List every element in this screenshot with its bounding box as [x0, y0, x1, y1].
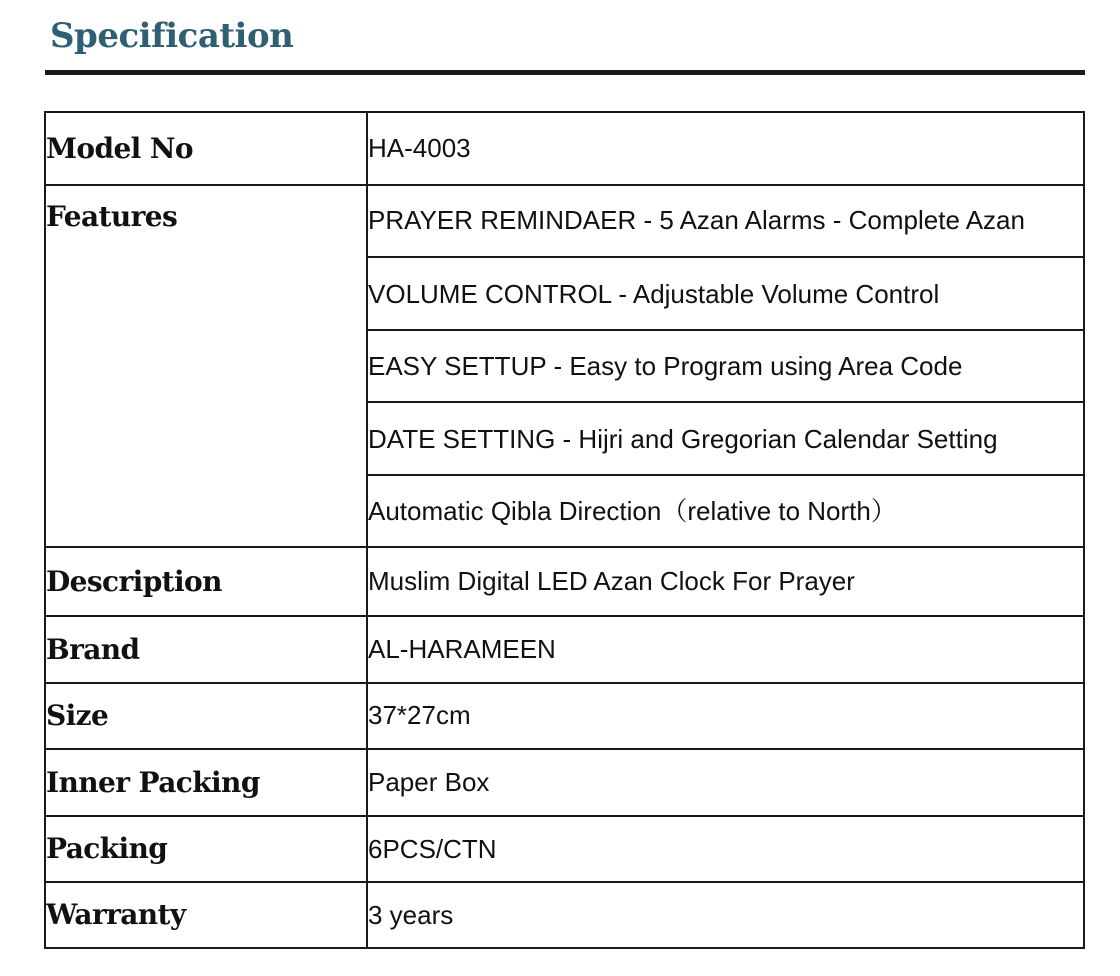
feature-item-4: DATE SETTING - Hijri and Gregorian Calendar Setting: [367, 402, 1084, 475]
row-label-size: Size: [45, 683, 367, 749]
table-row-packing: [45, 816, 1084, 882]
page-title: Specification: [50, 16, 294, 56]
table-row-brand: [45, 616, 1084, 683]
row-label-inner-packing: Inner Packing: [45, 749, 367, 816]
table-row-inner-packing: [45, 749, 1084, 816]
feature-item-2: VOLUME CONTROL - Adjustable Volume Control: [367, 257, 1084, 330]
feature-item-1: PRAYER REMINDAER - 5 Azan Alarms - Complete Azan: [367, 185, 1084, 257]
row-label-features: Features: [45, 185, 367, 547]
row-label-model: Model No: [45, 112, 367, 185]
row-value-warranty: 3 years: [367, 882, 1084, 948]
table-row-model: [45, 112, 1084, 185]
row-value-model: HA-4003: [367, 112, 1084, 185]
title-divider: [45, 70, 1085, 75]
row-label-brand: Brand: [45, 616, 367, 683]
row-value-description: Muslim Digital LED Azan Clock For Prayer: [367, 547, 1084, 615]
row-value-inner-packing: Paper Box: [367, 749, 1084, 816]
row-value-brand: AL-HARAMEEN: [367, 616, 1084, 683]
row-label-description: Description: [45, 547, 367, 615]
row-label-warranty: Warranty: [45, 882, 367, 948]
row-value-packing: 6PCS/CTN: [367, 816, 1084, 882]
table-row-features: [45, 185, 1084, 257]
feature-item-3: EASY SETTUP - Easy to Program using Area Code: [367, 330, 1084, 402]
row-value-size: 37*27cm: [367, 683, 1084, 749]
table-row-warranty: [45, 882, 1084, 948]
feature-item-5: Automatic Qibla Direction（relative to North）: [367, 475, 1084, 547]
table-row-size: [45, 683, 1084, 749]
table-row-description: [45, 547, 1084, 615]
row-label-packing: Packing: [45, 816, 367, 882]
specification-table: [44, 111, 1085, 949]
